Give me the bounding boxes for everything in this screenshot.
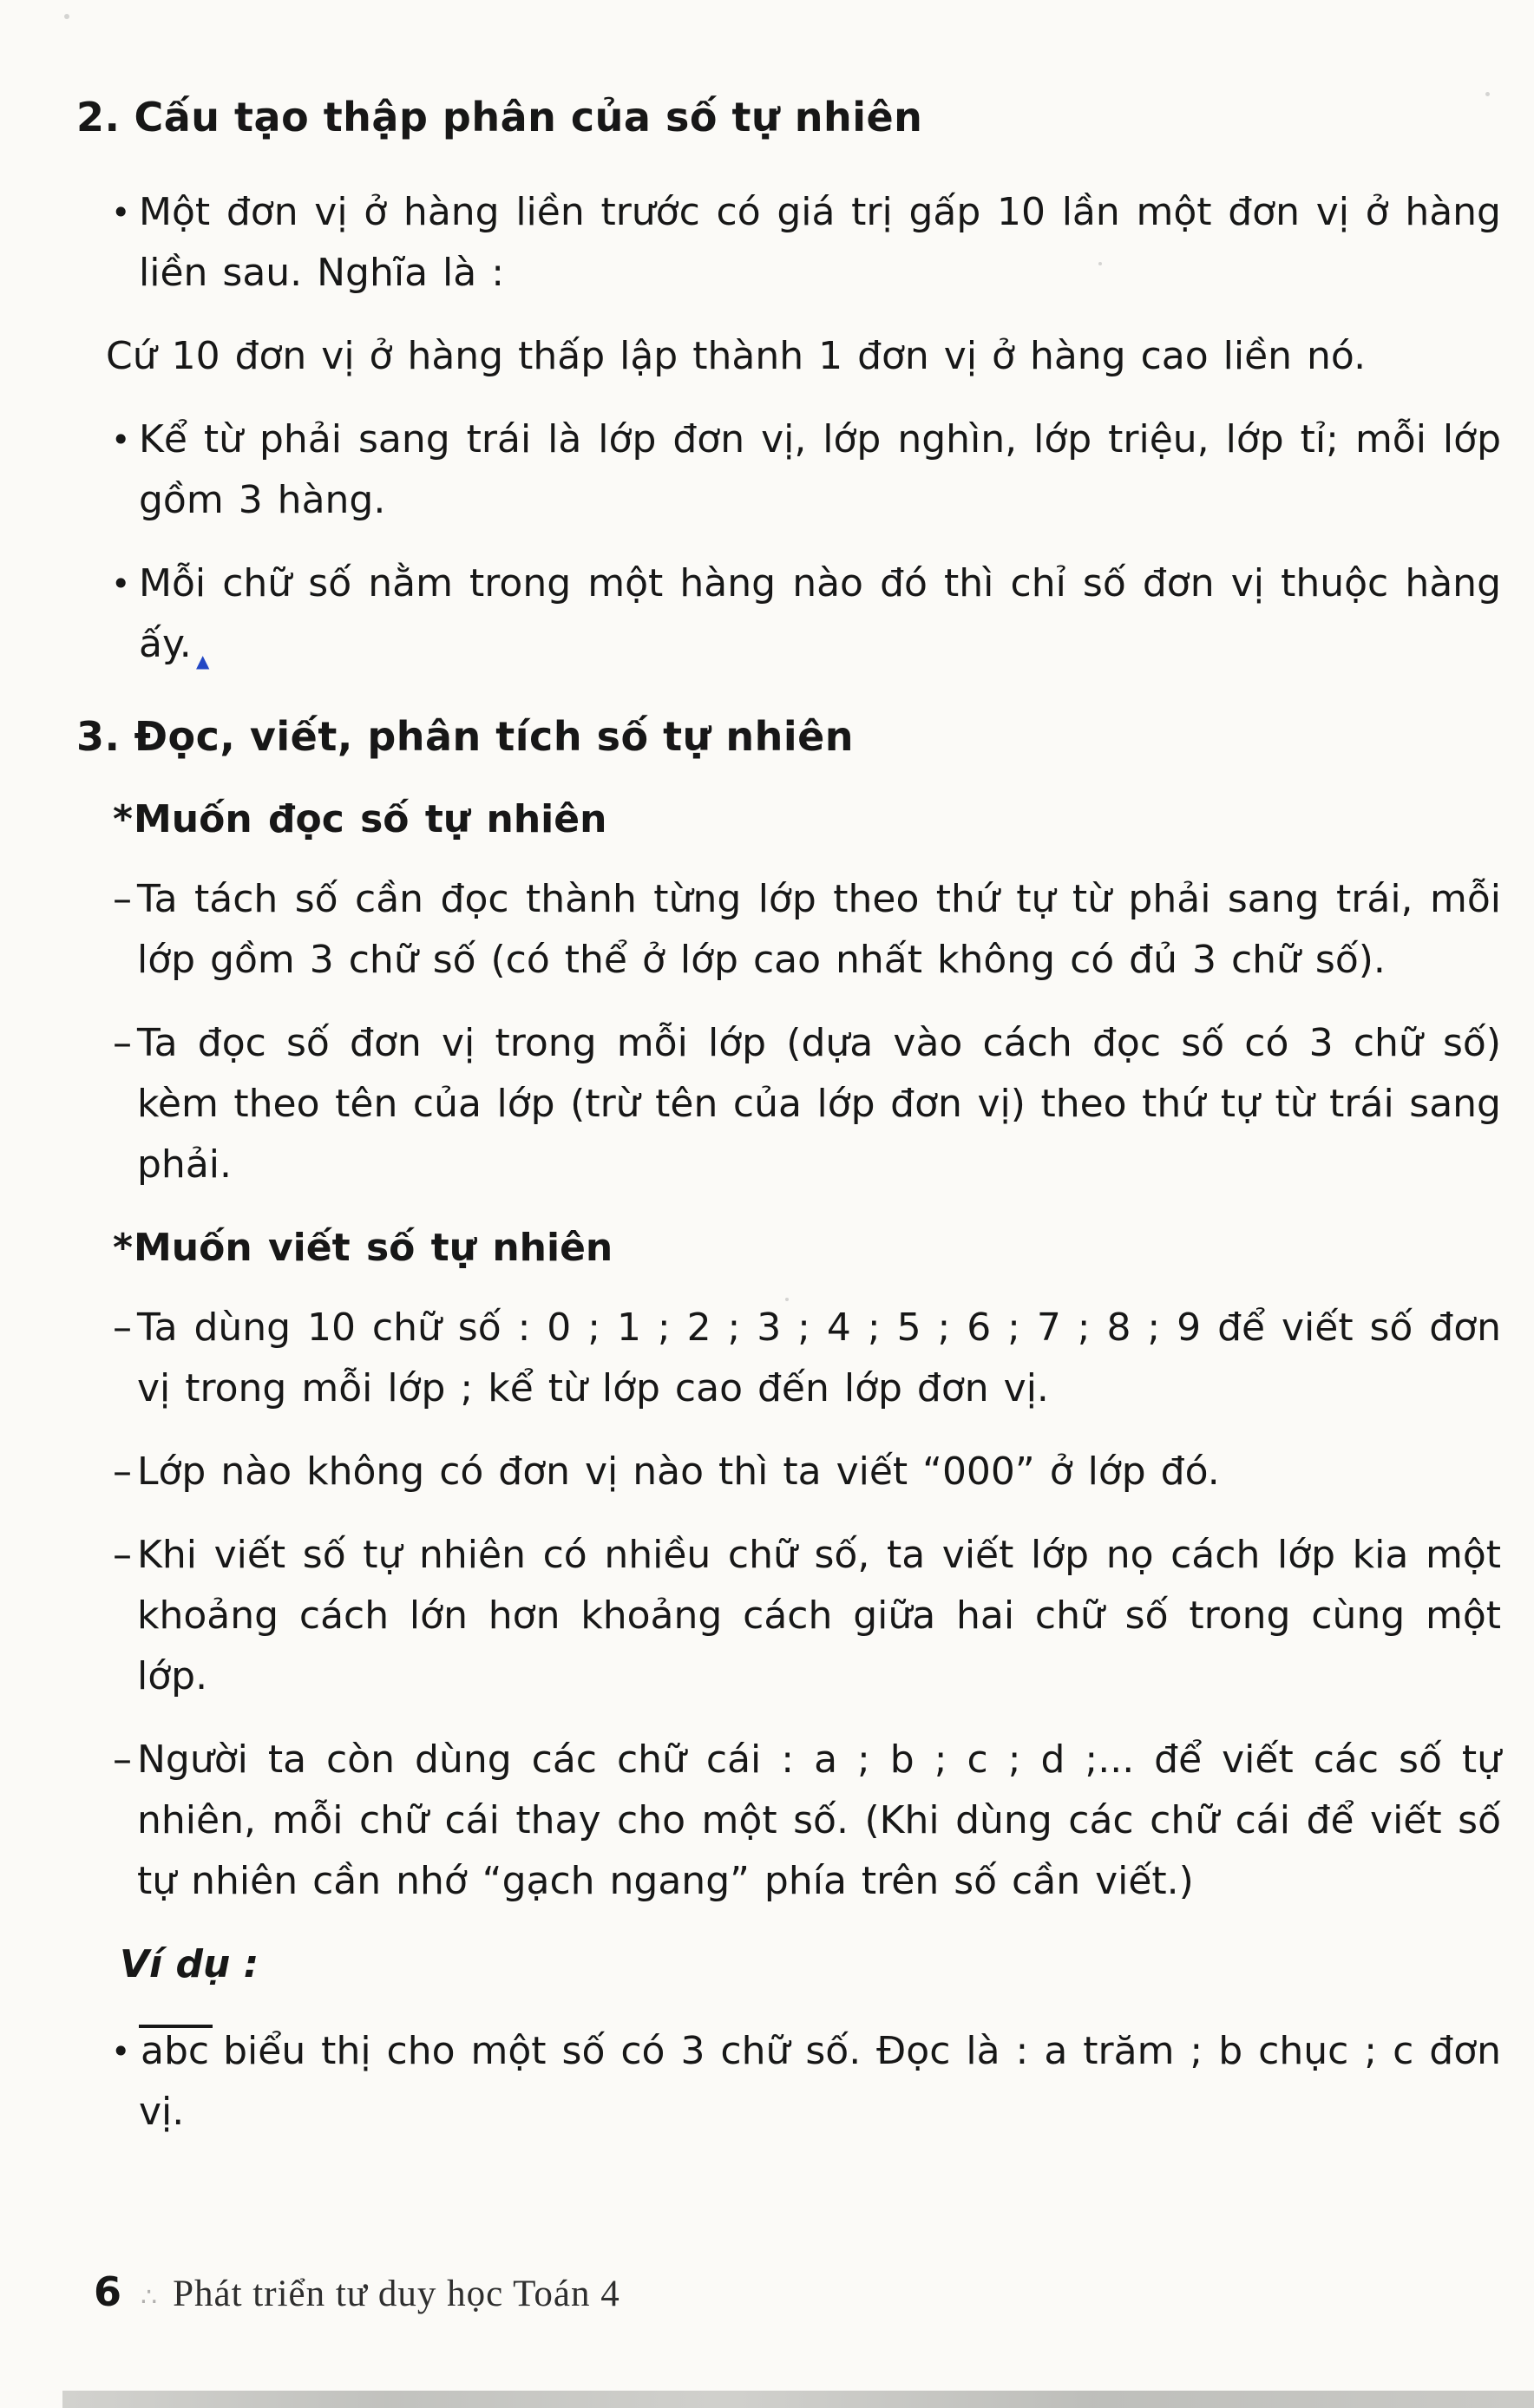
star-marker: * <box>113 1226 134 1270</box>
star-heading <box>76 1218 1501 1279</box>
page-number: 6 <box>94 2268 122 2315</box>
dash-item <box>76 1442 1501 1502</box>
section-2-title: Cấu tạo thập phân của số tự nhiên <box>134 94 923 141</box>
item-text: Ta đọc số đơn vị trong mỗi lớp (dựa vào cách đọc số có 3 chữ số) kèm theo tên của lớp (trừ tên của lớp đơn vị) theo thứ tự từ trái sang phải. <box>137 1021 1501 1187</box>
dash-item <box>76 1013 1501 1195</box>
section-2-heading <box>76 87 1501 147</box>
bullet-item <box>76 182 1501 304</box>
abc-description: biểu thị cho một số có 3 chữ số. Đọc là : a trăm ; b chục ; c đơn vị. <box>139 2029 1501 2134</box>
dash-marker: – <box>113 1737 132 1782</box>
item-text: Khi viết số tự nhiên có nhiều chữ số, ta viết lớp nọ cách lớp kia một khoảng cách lớn hơn khoảng cách giữa hai chữ số trong cùng một lớp. <box>137 1533 1501 1698</box>
overline-abc: abc <box>139 2025 213 2074</box>
dash-marker: – <box>113 1449 132 1494</box>
bullet-item <box>76 409 1501 531</box>
bullet-item <box>76 553 1501 675</box>
scan-speck <box>1098 262 1102 265</box>
footer-logo-mark: ∴ <box>141 2282 158 2313</box>
stray-blue-mark: ▲ <box>196 651 210 671</box>
item-text: Muốn đọc số tự nhiên <box>134 797 607 841</box>
dash-item <box>76 1730 1501 1912</box>
scan-speck <box>785 1298 789 1301</box>
example-label: Ví dụ : <box>120 1942 259 1986</box>
section-3-title: Đọc, viết, phân tích số tự nhiên <box>134 713 855 760</box>
item-text: Ta tách số cần đọc thành từng lớp theo thứ tự từ phải sang trái, mỗi lớp gồm 3 chữ số (có thể ở lớp cao nhất không có đủ 3 chữ số). <box>137 877 1501 982</box>
item-text: Muốn viết số tự nhiên <box>134 1226 613 1270</box>
dash-marker: – <box>113 1021 132 1065</box>
item-text: Lớp nào không có đơn vị nào thì ta viết “000” ở lớp đó. <box>137 1449 1220 1494</box>
item-text: Người ta còn dùng các chữ cái : a ; b ; c ; d ;... để viết các số tự nhiên, mỗi chữ cái thay cho một số. (Khi dùng các chữ cái để viết số tự nhiên cần nhớ “gạch ngang” phía trên số cần viết.) <box>137 1737 1501 1903</box>
bullet-marker: • <box>111 421 131 459</box>
scan-speck <box>64 14 69 19</box>
plain-paragraph: Cứ 10 đơn vị ở hàng thấp lập thành 1 đơn vị ở hàng cao liền nó. <box>106 334 1367 378</box>
bullet-marker: • <box>111 2032 131 2071</box>
book-title: Phát triển tư duy học Toán 4 <box>173 2274 620 2314</box>
bottom-scan-band <box>62 2391 1534 2408</box>
section-2-number: 2. <box>76 94 121 141</box>
item-text <box>139 2021 1501 2143</box>
item-text: Ta dùng 10 chữ số : 0 ; 1 ; 2 ; 3 ; 4 ; 5 ; 6 ; 7 ; 8 ; 9 để viết số đơn vị trong mỗi lớp ; kể từ lớp cao đến lớp đơn vị. <box>137 1305 1501 1410</box>
dash-marker: – <box>113 1305 132 1350</box>
star-marker: * <box>113 797 134 841</box>
dash-marker: – <box>113 1533 132 1577</box>
item-text: Kể từ phải sang trái là lớp đơn vị, lớp nghìn, lớp triệu, lớp tỉ; mỗi lớp gồm 3 hàng. <box>139 417 1501 522</box>
section-3-number: 3. <box>76 713 121 760</box>
dash-marker: – <box>113 877 132 921</box>
bullet-item-abc <box>76 2021 1501 2143</box>
item-text: Một đơn vị ở hàng liền trước có giá trị gấp 10 lần một đơn vị ở hàng liền sau. Nghĩa là : <box>139 190 1501 295</box>
item-text: Mỗi chữ số nằm trong một hàng nào đó thì chỉ số đơn vị thuộc hàng ấy. <box>139 561 1501 666</box>
star-heading <box>76 789 1501 850</box>
dash-item <box>76 869 1501 991</box>
dash-item <box>76 1298 1501 1419</box>
section-3-heading <box>76 706 1501 767</box>
scan-speck <box>1485 92 1490 96</box>
page-footer <box>94 2268 620 2315</box>
bullet-marker: • <box>111 193 131 232</box>
dash-item <box>76 1525 1501 1707</box>
bullet-marker: • <box>111 565 131 603</box>
